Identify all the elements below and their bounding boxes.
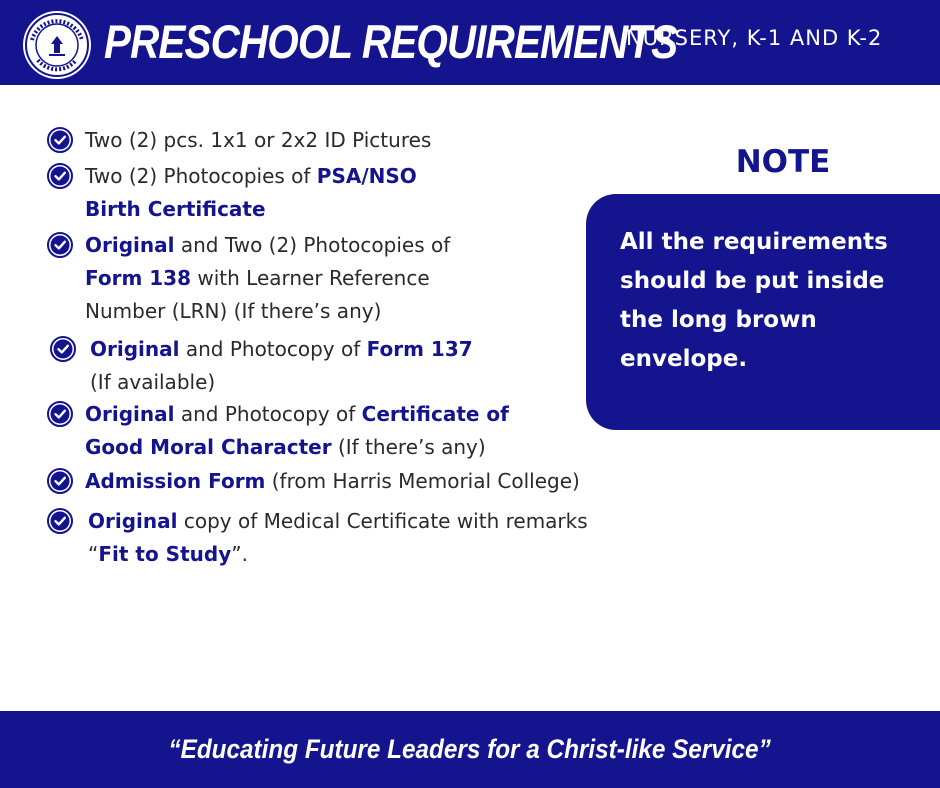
check-circle-icon xyxy=(50,336,76,362)
check-circle-icon xyxy=(47,508,73,534)
requirement-line xyxy=(85,124,685,157)
requirement-bold-text: Form 137 xyxy=(366,337,473,361)
check-circle-icon xyxy=(47,401,73,427)
requirement-bold-text: Fit to Study xyxy=(98,542,232,566)
requirement-bold-text: PSA/NSO xyxy=(316,164,417,188)
college-seal-icon xyxy=(22,10,92,80)
requirement-plain-text: Two (2) Photocopies of xyxy=(85,164,317,188)
requirement-bold-text: Birth Certificate xyxy=(85,197,266,221)
requirement-bold-text: Admission Form xyxy=(85,469,266,493)
requirement-text xyxy=(85,124,685,157)
requirement-plain-text: and Two (2) Photocopies of xyxy=(174,233,451,257)
check-circle-icon xyxy=(47,232,73,258)
check-circle-icon xyxy=(47,163,73,189)
page-subtitle: NURSERY, K-1 AND K-2 xyxy=(626,26,883,50)
requirement-bold-text: Original xyxy=(90,337,180,361)
check-circle-icon xyxy=(47,468,73,494)
requirement-line xyxy=(85,160,685,193)
requirement-plain-text: with Learner Reference xyxy=(191,266,430,290)
note-text: All the requirements should be put inside the long brown envelope. xyxy=(620,229,888,372)
requirement-bold-text: Original xyxy=(85,233,175,257)
requirement-plain-text: Number (LRN) (If there’s any) xyxy=(85,299,382,323)
requirement-plain-text: copy of Medical Certificate with remarks xyxy=(177,509,588,533)
footer-banner xyxy=(0,711,940,788)
requirement-line xyxy=(88,505,688,538)
requirement-plain-text: and Photocopy of xyxy=(174,402,362,426)
check-circle-icon xyxy=(47,127,73,153)
page-title: PRESCHOOL REQUIREMENTS xyxy=(104,15,678,68)
requirement-bold-text: Certificate of xyxy=(361,402,509,426)
requirement-line xyxy=(88,538,688,571)
requirement-plain-text: and Photocopy of xyxy=(179,337,367,361)
requirement-bold-text: Good Moral Character xyxy=(85,435,332,459)
requirement-plain-text: (from Harris Memorial College) xyxy=(265,469,580,493)
requirement-line xyxy=(85,465,685,498)
requirement-plain-text: “ xyxy=(88,542,99,566)
header-banner xyxy=(0,0,940,85)
note-title: NOTE xyxy=(735,144,831,180)
requirement-plain-text: ”. xyxy=(231,542,248,566)
footer-motto xyxy=(0,711,940,788)
requirement-plain-text: (If available) xyxy=(90,370,216,394)
requirement-line xyxy=(85,431,685,464)
footer-motto-text: “Educating Future Leaders for a Christ-like Service” xyxy=(168,734,772,764)
requirement-bold-text: Original xyxy=(85,402,175,426)
requirement-plain-text: (If there’s any) xyxy=(331,435,486,459)
requirement-bold-text: Form 138 xyxy=(85,266,192,290)
requirement-plain-text: Two (2) pcs. 1x1 or 2x2 ID Pictures xyxy=(85,128,432,152)
note-box xyxy=(586,194,940,430)
requirement-bold-text: Original xyxy=(88,509,178,533)
requirement-text xyxy=(88,505,688,571)
requirement-text xyxy=(85,465,685,498)
